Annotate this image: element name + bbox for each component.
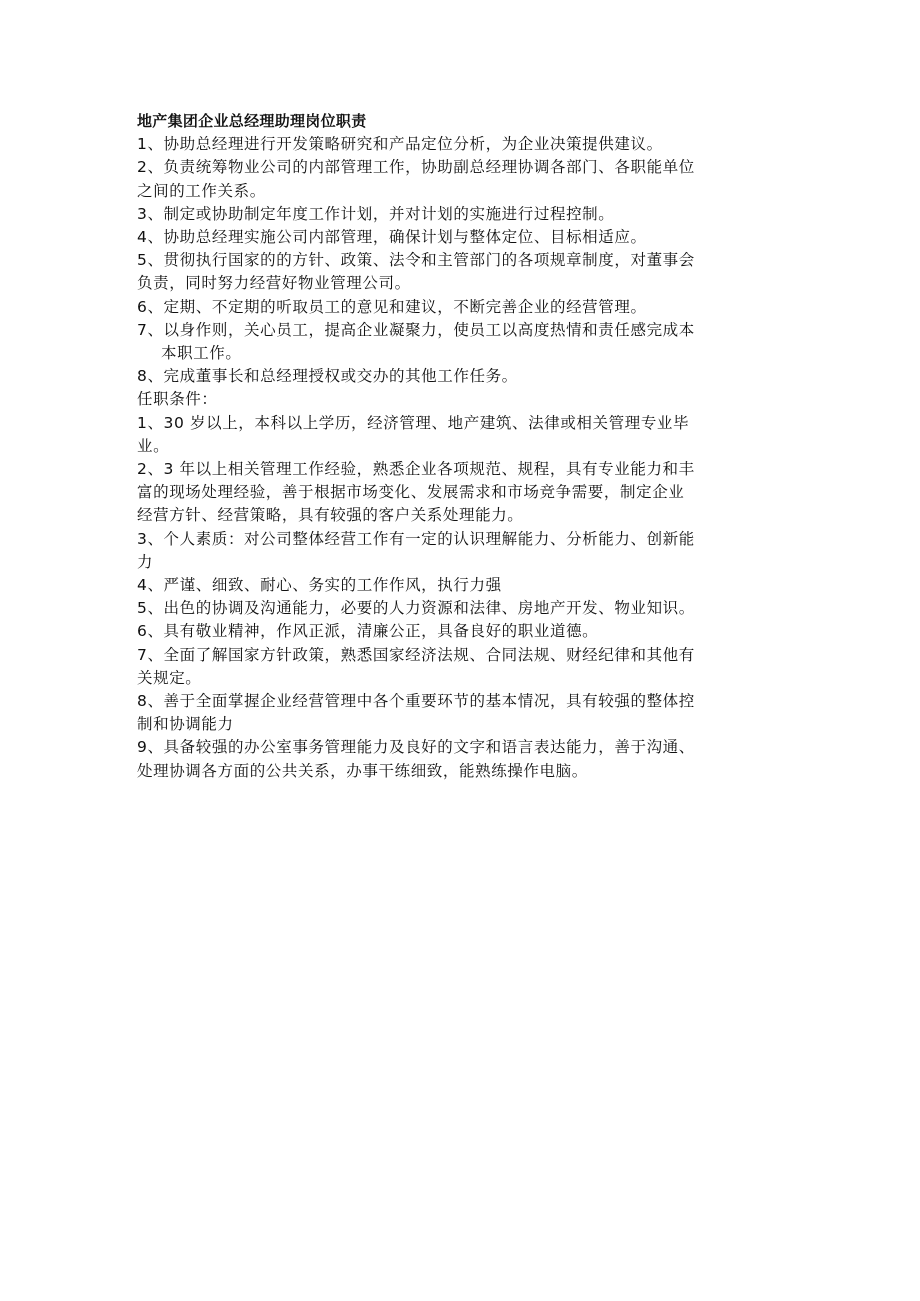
requirements-list [137,412,789,783]
duty-line: 负责，同时努力经营好物业管理公司。 [137,274,411,293]
duty-line: 8、完成董事长和总经理授权或交办的其他工作任务。 [137,367,518,386]
duty-line: 3、制定或协助制定年度工作计划，并对计划的实施进行过程控制。 [137,204,615,223]
requirement-line: 富的现场处理经验，善于根据市场变化、发展需求和市场竞争需要，制定企业 [137,483,685,502]
duty-line: 7、以身作则，关心员工，提高企业凝聚力，使员工以高度热情和责任感完成本 [137,320,695,339]
requirement-line: 力 [137,552,154,571]
duty-line: 1、协助总经理进行开发策略研究和产品定位分析，为企业决策提供建议。 [137,135,663,154]
requirement-line: 1、30 岁以上，本科以上学历，经济管理、地产建筑、法律或相关管理专业毕 [137,413,690,432]
duty-line: 4、协助总经理实施公司内部管理，确保计划与整体定位、目标相适应。 [137,228,647,247]
requirement-line: 制和协调能力 [137,715,234,734]
requirement-line: 经营方针、经营策略，具有较强的客户关系处理能力。 [137,506,524,525]
requirement-line: 8、善于全面掌握企业经营管理中各个重要环节的基本情况，具有较强的整体控 [137,692,695,711]
requirement-line: 4、严谨、细致、耐心、务实的工作作风，执行力强 [137,576,502,595]
requirement-line: 2、3 年以上相关管理工作经验，熟悉企业各项规范、规程，具有专业能力和丰 [137,460,695,479]
duty-line: 5、贯彻执行国家的的方针、政策、法令和主管部门的各项规章制度，对董事会 [137,251,695,270]
requirement-line: 处理协调各方面的公共关系，办事干练细致，能熟练操作电脑。 [137,761,588,780]
requirement-line: 7、全面了解国家方针政策，熟悉国家经济法规、合同法规、财经纪律和其他有 [137,645,695,664]
document-title: 地产集团企业总经理助理岗位职责 [137,112,367,130]
requirements-heading: 任职条件： [137,390,218,409]
requirement-line: 6、具有敬业精神，作风正派，清廉公正，具备良好的职业道德。 [137,622,599,641]
duty-line: 本职工作。 [161,344,242,363]
document-body [137,110,789,783]
requirement-line: 关规定。 [137,668,202,687]
duty-line: 之间的工作关系。 [137,181,266,200]
requirement-line: 业。 [137,436,170,455]
requirement-line: 3、个人素质：对公司整体经营工作有一定的认识理解能力、分析能力、创新能 [137,529,695,548]
duties-list [137,133,789,388]
duty-line: 6、定期、不定期的听取员工的意见和建议，不断完善企业的经营管理。 [137,297,647,316]
requirement-line: 5、出色的协调及沟通能力，必要的人力资源和法律、房地产开发、物业知识。 [137,599,695,618]
requirement-line: 9、具备较强的办公室事务管理能力及良好的文字和语言表达能力，善于沟通、 [137,738,695,757]
duty-line: 2、负责统筹物业公司的内部管理工作，协助副总经理协调各部门、各职能单位 [137,158,695,177]
